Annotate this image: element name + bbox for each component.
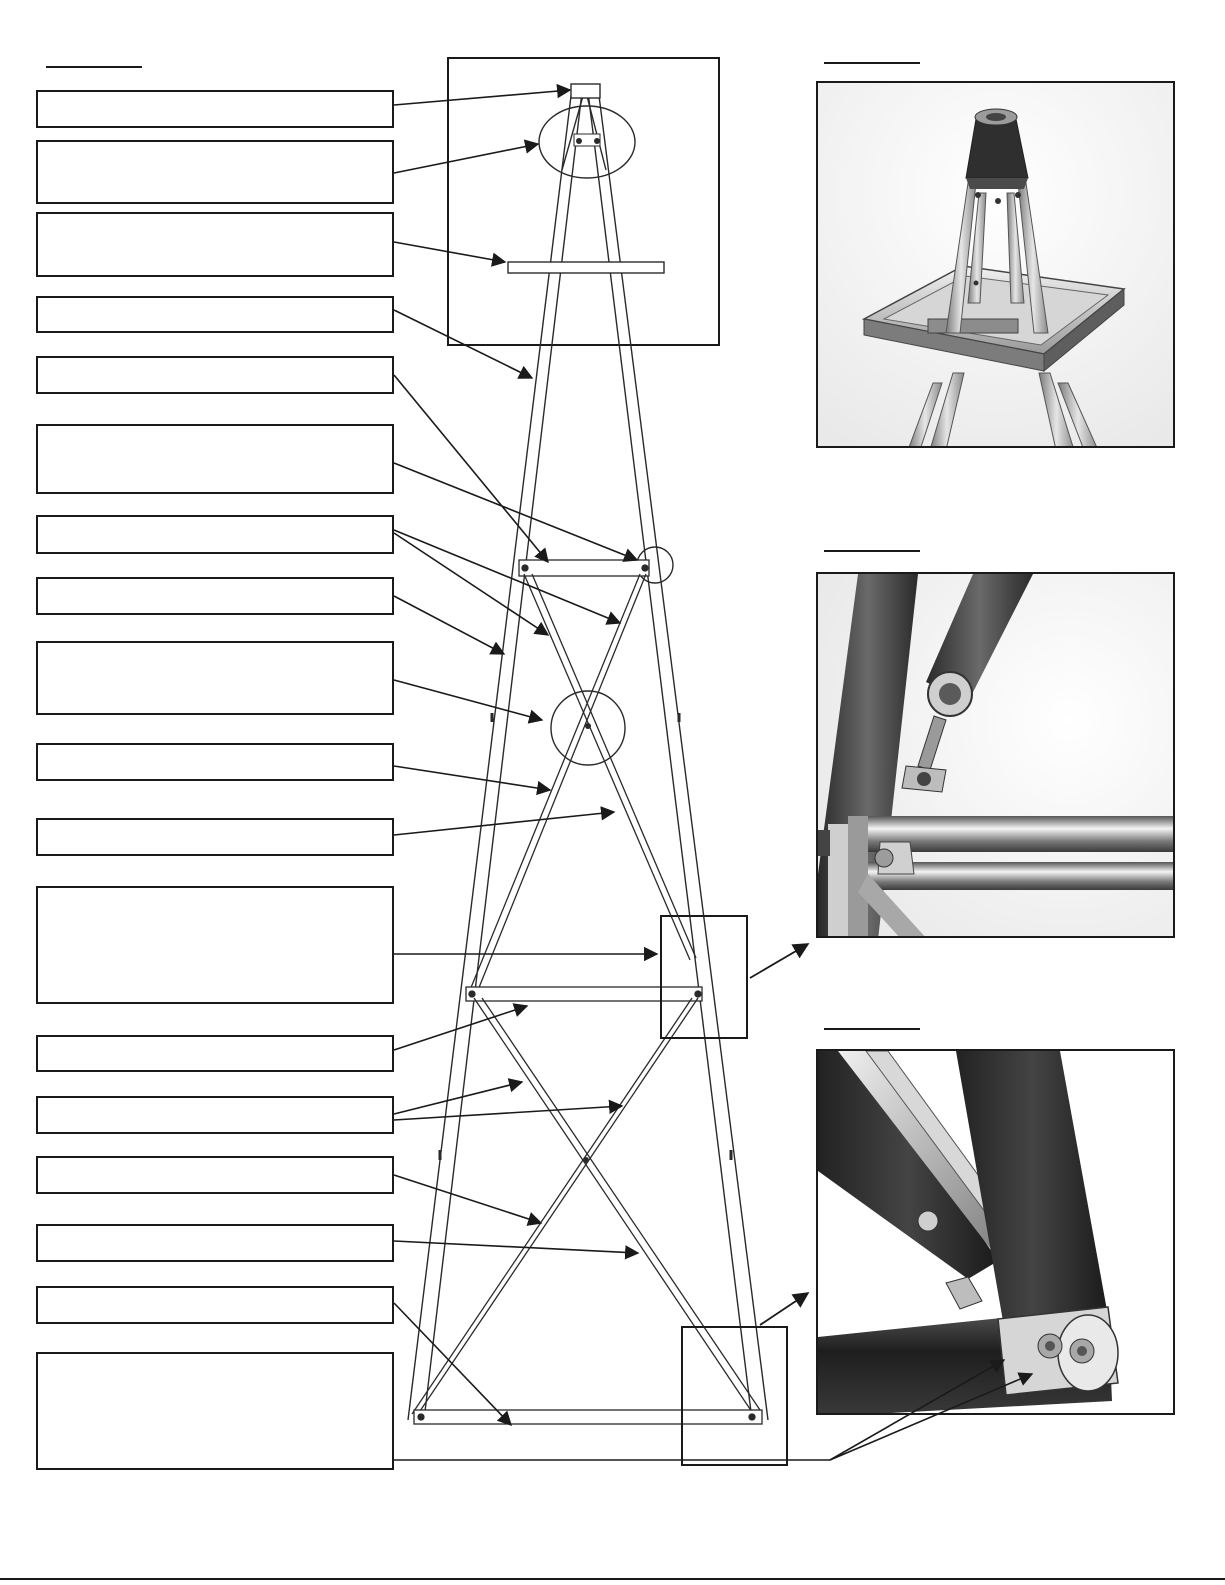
platform-bar xyxy=(508,262,664,273)
middle-zoom-pointer xyxy=(750,944,808,978)
callout-leaders xyxy=(394,90,1032,1460)
foot-zoom-frame xyxy=(682,1327,787,1465)
bottom-horizontal-brace xyxy=(414,1410,762,1424)
upper-horizontal-brace xyxy=(519,560,649,576)
middle-zoom-frame xyxy=(661,916,747,1038)
tower-top-cap xyxy=(571,84,600,98)
middle-horizontal-brace xyxy=(466,987,702,1001)
foot-zoom-pointer xyxy=(760,1293,808,1325)
top-inset-frame xyxy=(448,58,719,345)
page-bottom-rule xyxy=(0,1578,1225,1580)
tower-legs xyxy=(408,88,768,1420)
